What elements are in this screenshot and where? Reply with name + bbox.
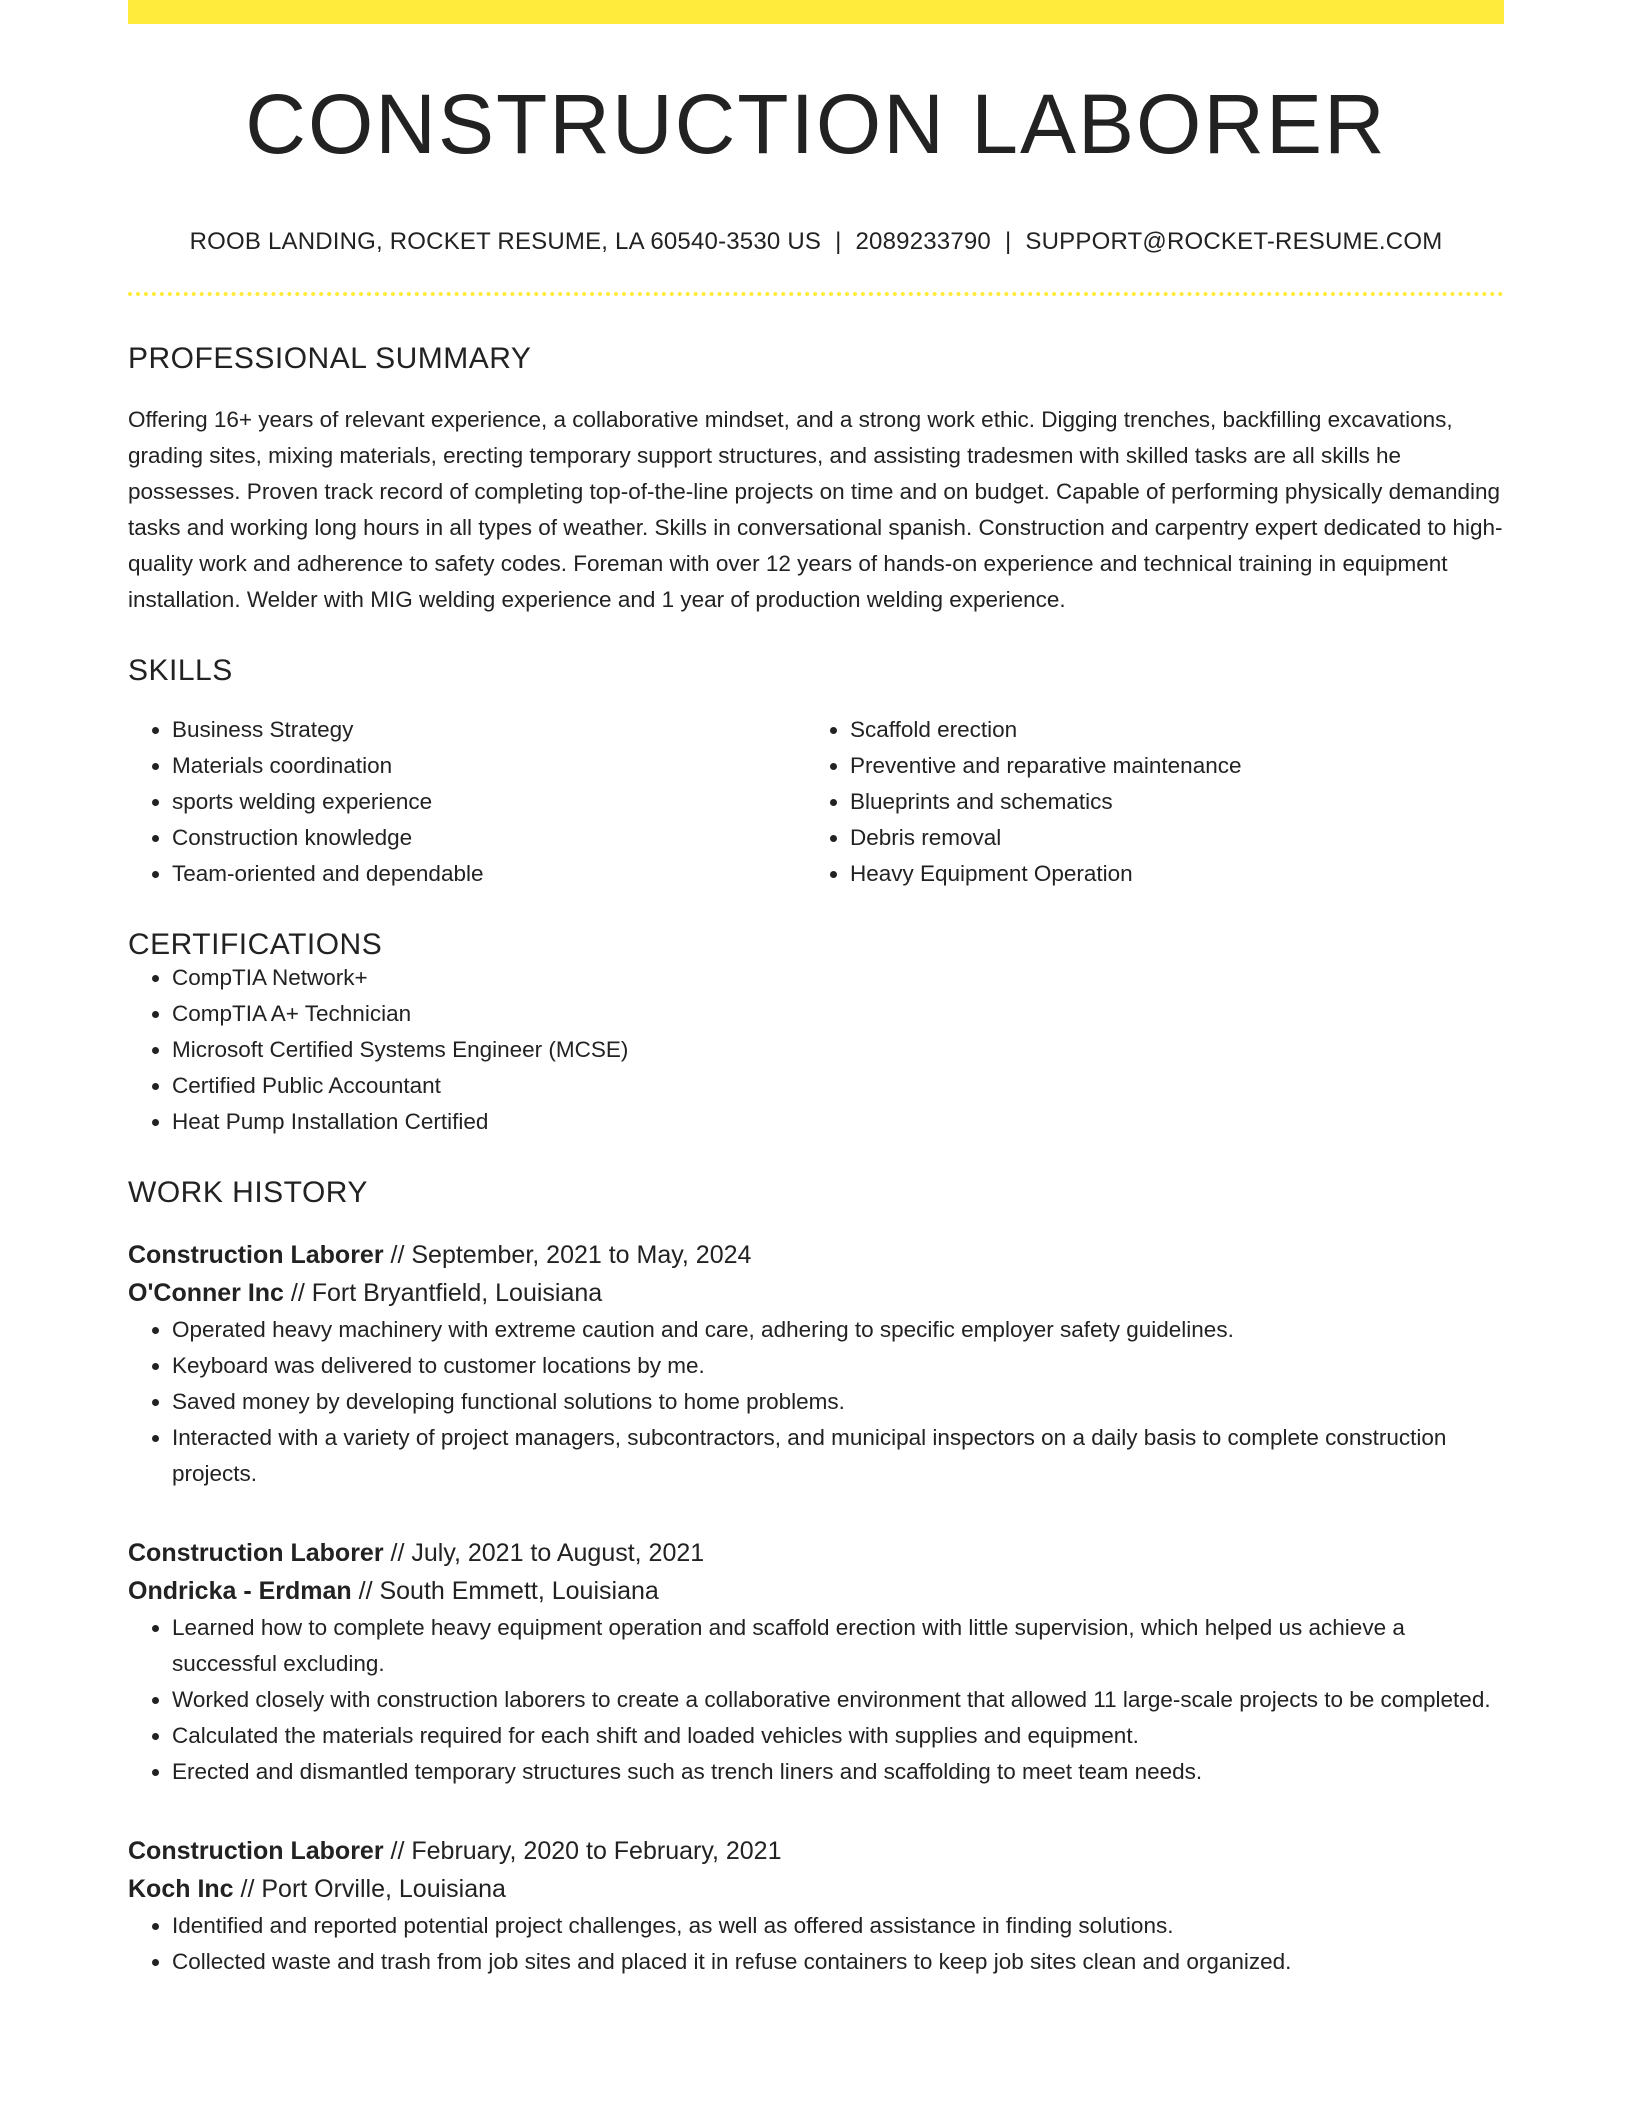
skills-columns [128, 712, 1504, 892]
job-bullet: • Saved money by developing functional solutions to home problems. [172, 1384, 1504, 1420]
contact-separator: | [1004, 228, 1012, 255]
job-dates: // July, 2021 to August, 2021 [383, 1539, 705, 1567]
summary-text: Offering 16+ years of relevant experience, a collaborative mindset, and a strong work ethic. Digging trenches, backfilling excavations, grading sites, mixing materials, erecting temporary support structures, and assisting tradesmen with skilled tasks are all skills he possesses. Proven track record of completing top-of-the-line projects on time and on budget. Capable of performing physically demanding tasks and working long hours in all types of weather. Skills in conversational spanish. Construction and carpentry expert dedicated to high-quality work and adherence to safety codes. Foreman with over 12 years of hands-on experience and technical training in equipment installation. Welder with MIG welding experience and 1 year of production welding experience. [128, 407, 1503, 612]
job-location: // South Emmett, Louisiana [351, 1577, 659, 1605]
job-bullet: • Erected and dismantled temporary structures such as trench liners and scaffolding to meet team needs. [172, 1754, 1504, 1790]
job-dates: // February, 2020 to February, 2021 [383, 1837, 782, 1865]
job-entry [128, 1832, 1504, 1980]
skills-list-left [128, 712, 806, 892]
job-bullet: • Identified and reported potential project challenges, as well as offered assistance in finding solutions. [172, 1908, 1504, 1944]
resume-page [128, 0, 1504, 1980]
certification-item: • Microsoft Certified Systems Engineer (MCSE) [172, 1032, 1504, 1068]
job-company-line [128, 1870, 1504, 1908]
resume-name: CONSTRUCTION LABORER [245, 77, 1387, 171]
job-entry [128, 1534, 1504, 1790]
certifications-heading: CERTIFICATIONS [128, 928, 383, 961]
work-history-heading: WORK HISTORY [128, 1176, 368, 1209]
skill-item: • sports welding experience [172, 784, 806, 820]
job-bullet: • Calculated the materials required for each shift and loaded vehicles with supplies and equipment. [172, 1718, 1504, 1754]
job-company: Ondricka - Erdman [128, 1577, 352, 1605]
summary-heading: PROFESSIONAL SUMMARY [128, 342, 532, 375]
job-bullets [128, 1312, 1504, 1492]
job-role: Construction Laborer [128, 1539, 384, 1567]
skills-column-left [128, 712, 806, 892]
job-title-line [128, 1534, 1504, 1572]
skill-item: • Debris removal [850, 820, 1484, 856]
job-company: Koch Inc [128, 1875, 234, 1903]
certification-item: • CompTIA Network+ [172, 960, 1504, 996]
job-bullets [128, 1908, 1504, 1980]
contact-address: ROOB LANDING, ROCKET RESUME, LA 60540-3530 US [189, 228, 822, 255]
certification-item: • Certified Public Accountant [172, 1068, 1504, 1104]
job-location: // Fort Bryantfield, Louisiana [283, 1279, 603, 1307]
job-bullet: • Operated heavy machinery with extreme caution and care, adhering to specific employer safety guidelines. [172, 1312, 1504, 1348]
job-bullet: • Learned how to complete heavy equipment operation and scaffold erection with little supervision, which helped us achieve a successful excluding. [172, 1610, 1504, 1682]
skill-item: • Preventive and reparative maintenance [850, 748, 1484, 784]
contact-phone: 2089233790 [855, 228, 991, 255]
job-dates: // September, 2021 to May, 2024 [383, 1241, 752, 1269]
skill-item: • Blueprints and schematics [850, 784, 1484, 820]
job-entry [128, 1236, 1504, 1492]
job-role: Construction Laborer [128, 1837, 384, 1865]
job-company-line [128, 1274, 1504, 1312]
job-bullet: • Collected waste and trash from job sites and placed it in refuse containers to keep job sites clean and organized. [172, 1944, 1504, 1980]
skills-heading: SKILLS [128, 654, 233, 687]
accent-top-bar [128, 0, 1504, 24]
contact-email: SUPPORT@ROCKET-RESUME.COM [1025, 228, 1443, 255]
certification-item: • Heat Pump Installation Certified [172, 1104, 1504, 1140]
contact-separator: | [835, 228, 842, 255]
job-bullet: • Worked closely with construction laborers to create a collaborative environment that allowed 11 large-scale projects to be completed. [172, 1682, 1504, 1718]
skill-item: • Heavy Equipment Operation [850, 856, 1484, 892]
job-company-line [128, 1572, 1504, 1610]
job-role: Construction Laborer [128, 1241, 384, 1269]
skills-list-right [806, 712, 1484, 892]
certification-item: • CompTIA A+ Technician [172, 996, 1504, 1032]
job-title-line [128, 1832, 1504, 1870]
certifications-list [128, 960, 1504, 1140]
skill-item: • Scaffold erection [850, 712, 1484, 748]
skill-item: • Business Strategy [172, 712, 806, 748]
skill-item: • Materials coordination [172, 748, 806, 784]
skill-item: • Team-oriented and dependable [172, 856, 806, 892]
job-bullets [128, 1610, 1504, 1790]
job-title-line [128, 1236, 1504, 1274]
job-bullet: • Interacted with a variety of project managers, subcontractors, and municipal inspectors on a daily basis to complete construction projects. [172, 1420, 1504, 1492]
skill-item: • Construction knowledge [172, 820, 806, 856]
job-bullet: • Keyboard was delivered to customer locations by me. [172, 1348, 1504, 1384]
job-location: // Port Orville, Louisiana [233, 1875, 506, 1903]
dotted-divider [128, 292, 1504, 296]
contact-line [128, 230, 1504, 254]
skills-column-right [806, 712, 1484, 892]
job-company: O'Conner Inc [128, 1279, 284, 1307]
